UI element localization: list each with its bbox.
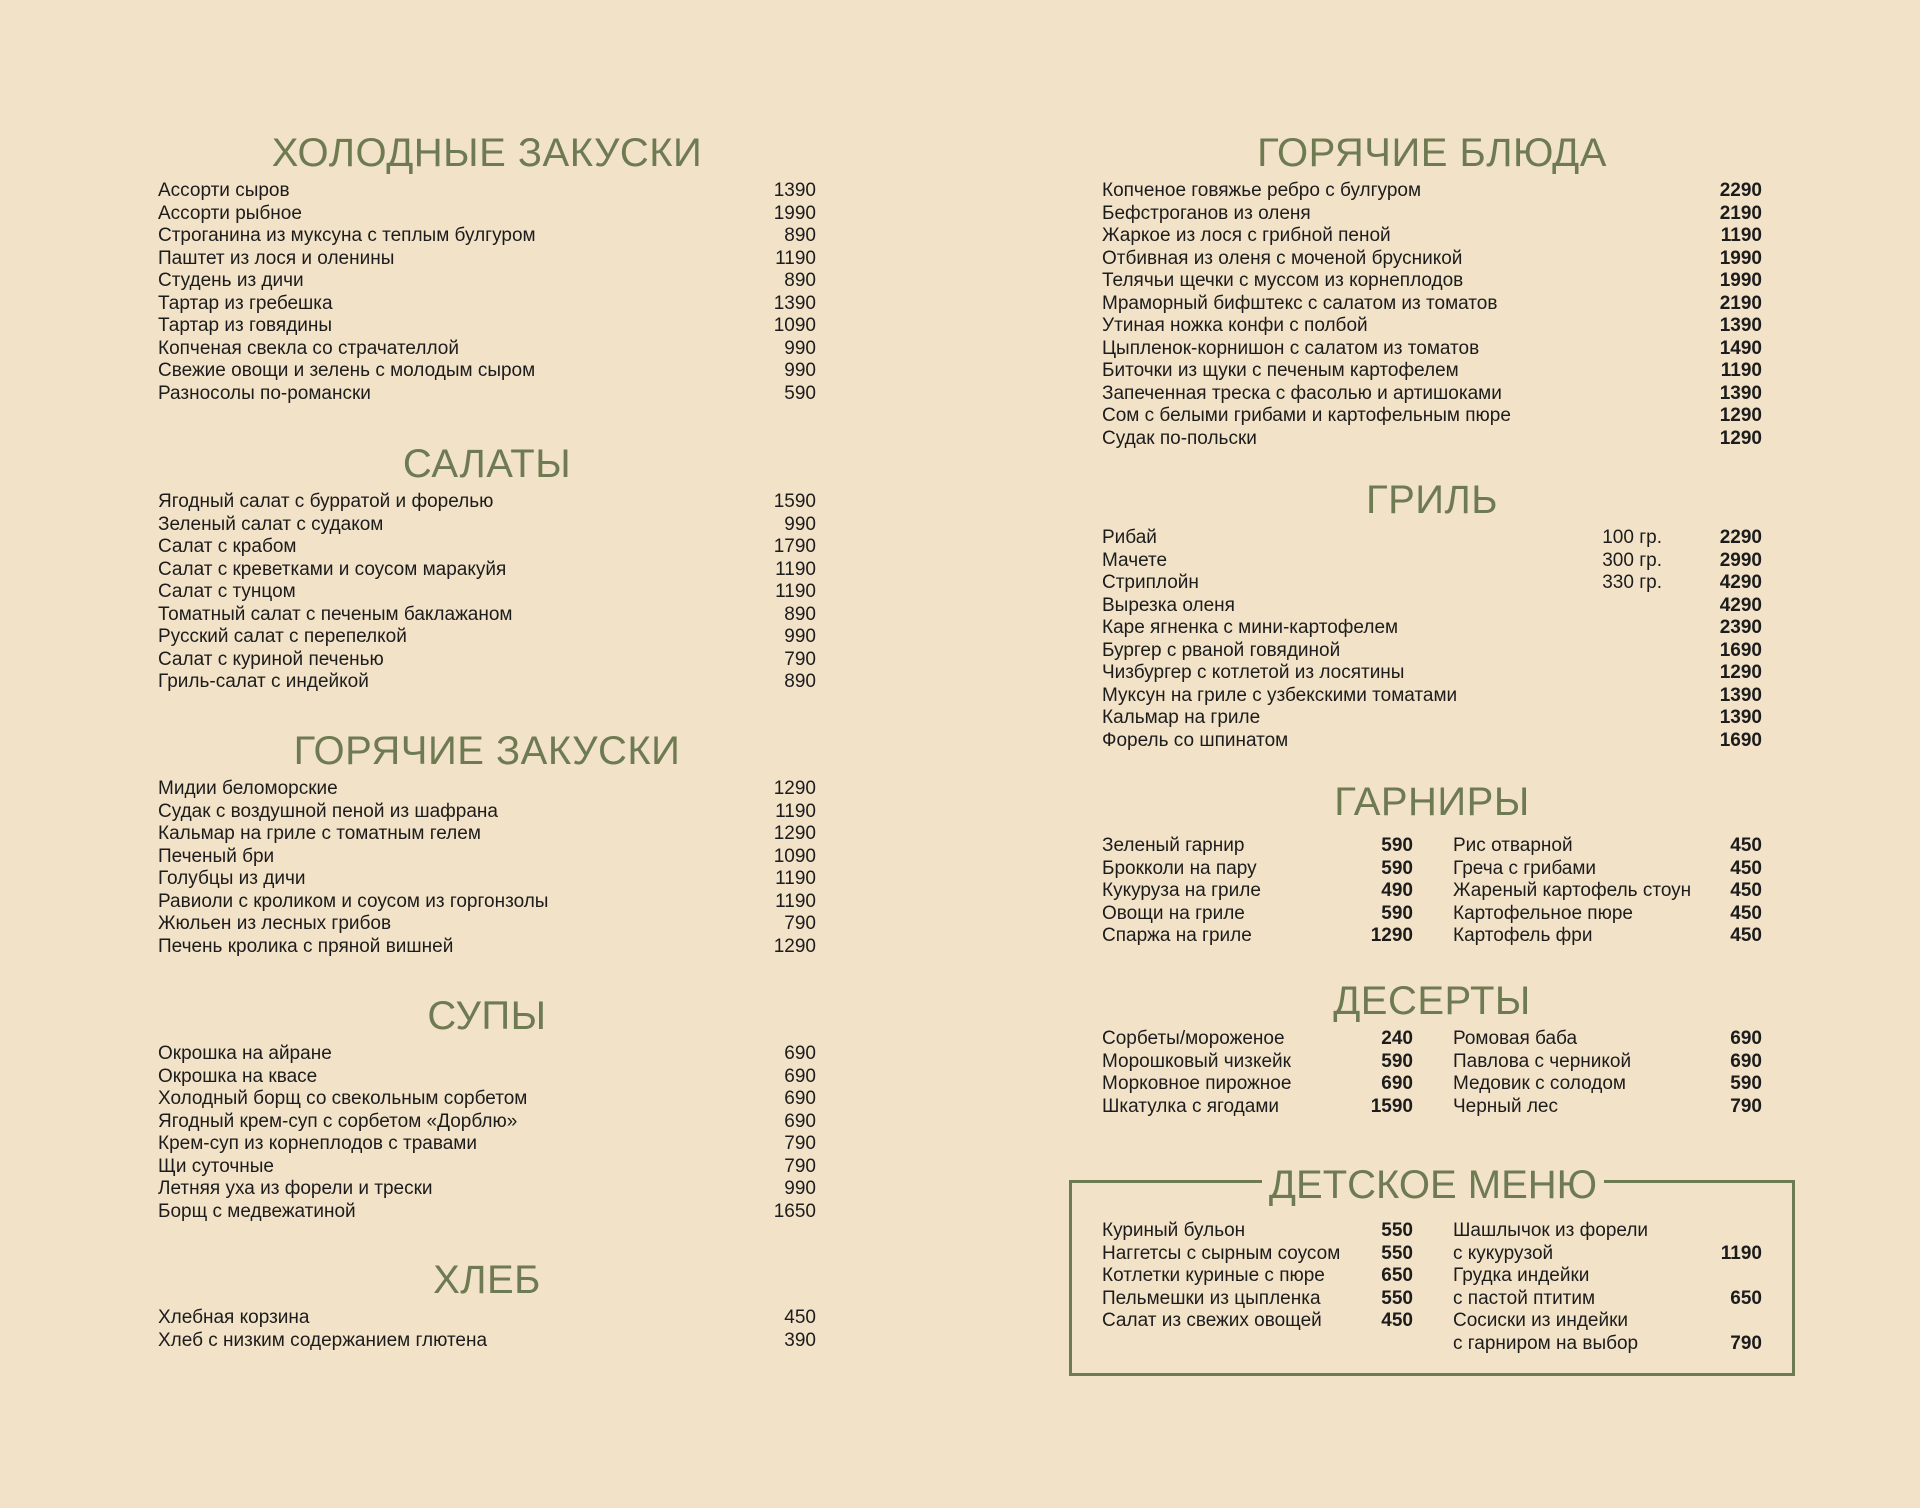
menu-item: Ромовая баба 690 <box>1453 1028 1762 1049</box>
menu-item: Грудка индейки с пастой птитим 650 <box>1453 1265 1762 1309</box>
menu-item: Каре ягненка с мини-картофелем 2390 <box>1102 617 1762 638</box>
menu-item: Шашлычок из форели с кукурузой 1190 <box>1453 1220 1762 1264</box>
menu-item: Тартар из говядины 1090 <box>158 315 816 336</box>
section-grill <box>1102 477 1762 752</box>
section-title: ГОРЯЧИЕ ЗАКУСКИ <box>293 729 681 773</box>
menu-item: Муксун на гриле с узбекскими томатами 1390 <box>1102 684 1762 706</box>
menu-item: Печеный бри 1090 <box>158 845 816 867</box>
section-desserts <box>1102 978 1762 1118</box>
menu-item: Мачете 300 гр. 2990 <box>1102 549 1762 571</box>
menu-item: Ягодный крем-суп с сорбетом «Дорблю» 690 <box>158 1110 816 1132</box>
menu-item: Биточки из щуки с печеным картофелем 1190 <box>1102 360 1762 381</box>
menu-item: Картофель фри 450 <box>1453 925 1762 946</box>
desserts-left <box>1102 1028 1413 1118</box>
menu-item: Бефстроганов из оленя 2190 <box>1102 202 1762 224</box>
menu-item: Салат с тунцом 1190 <box>158 581 816 602</box>
kids-columns <box>1102 1220 1762 1355</box>
menu-item: Паштет из лося и оленины 1190 <box>158 247 816 269</box>
section-soups <box>158 993 816 1223</box>
section-title: ХОЛОДНЫЕ ЗАКУСКИ <box>271 131 703 175</box>
menu-item: Шкатулка с ягодами 1590 <box>1102 1095 1413 1117</box>
menu-item: Жаркое из лося с грибной пеной 1190 <box>1102 225 1762 246</box>
menu-item: Запеченная треска с фасолью и артишоками 1390 <box>1102 382 1762 404</box>
menu-item: Сом с белыми грибами и картофельным пюре 1290 <box>1102 405 1762 426</box>
menu-item: Греча с грибами 450 <box>1453 857 1762 879</box>
weight: 330 гр. <box>1602 572 1662 593</box>
menu-item: Салат с креветками и соусом маракуйя 1190 <box>158 558 816 580</box>
section-hot-dishes <box>1102 130 1762 450</box>
menu-item: Бургер с рваной говядиной 1690 <box>1102 639 1762 661</box>
kids-left <box>1102 1220 1413 1355</box>
menu-item: Кальмар на гриле с томатным гелем 1290 <box>158 823 816 844</box>
weight: 100 гр. <box>1602 527 1662 548</box>
sides-right <box>1453 835 1762 948</box>
menu-item: Ассорти рыбное 1990 <box>158 202 816 224</box>
menu-item: Телячьи щечки с муссом из корнеплодов 1990 <box>1102 270 1762 291</box>
menu-item: Летняя уха из форели и трески 990 <box>158 1178 816 1199</box>
weight: 300 гр. <box>1602 549 1662 571</box>
menu-item: Томатный салат с печеным баклажаном 890 <box>158 603 816 625</box>
desserts-right <box>1453 1028 1762 1118</box>
menu-item: Окрошка на квасе 690 <box>158 1065 816 1087</box>
menu-item: Жюльен из лесных грибов 790 <box>158 913 816 934</box>
menu-item: Черный лес 790 <box>1453 1095 1762 1117</box>
section-sides <box>1102 779 1762 948</box>
sides-left <box>1102 835 1413 948</box>
menu-item: Сорбеты/мороженое 240 <box>1102 1028 1413 1049</box>
menu-item: Хлебная корзина 450 <box>158 1307 816 1328</box>
menu-item: Хлеб с низким содержанием глютена 390 <box>158 1329 816 1351</box>
menu-item: Свежие овощи и зелень с молодым сыром 990 <box>158 360 816 381</box>
menu-item: Павлова с черникой 690 <box>1453 1050 1762 1072</box>
menu-item: Стриплойн 330 гр. 4290 <box>1102 572 1762 593</box>
menu-item: Кальмар на гриле 1390 <box>1102 707 1762 728</box>
menu-item: Холодный борщ со свекольным сорбетом 690 <box>158 1088 816 1109</box>
menu-item: Котлетки куриные с пюре 650 <box>1102 1265 1413 1286</box>
menu-item: Отбивная из оленя с моченой брусникой 1990 <box>1102 247 1762 269</box>
menu-item: Морковное пирожное 690 <box>1102 1073 1413 1094</box>
section-title: ДЕСЕРТЫ <box>1333 979 1531 1023</box>
menu-item: Мидии беломорские 1290 <box>158 778 816 799</box>
desserts-columns <box>1102 1028 1762 1118</box>
menu-item: Копченое говяжье ребро с булгуром 2290 <box>1102 180 1762 201</box>
menu-item: Окрошка на айране 690 <box>158 1043 816 1064</box>
section-salads <box>158 441 816 694</box>
section-title: САЛАТЫ <box>402 442 572 486</box>
menu-item: Строганина из муксуна с теплым булгуром 890 <box>158 225 816 246</box>
menu-item: Рис отварной 450 <box>1453 835 1762 856</box>
section-cold-starters <box>158 130 816 405</box>
menu-item: Куриный бульон 550 <box>1102 1220 1413 1241</box>
section-title: ГРИЛЬ <box>1365 478 1499 522</box>
menu-item: Печень кролика с пряной вишней 1290 <box>158 935 816 957</box>
menu-item: Ассорти сыров 1390 <box>158 180 816 201</box>
section-hot-starters <box>158 728 816 958</box>
menu-item: Картофельное пюре 450 <box>1453 902 1762 924</box>
menu-item: Цыпленок-корнишон с салатом из томатов 1490 <box>1102 337 1762 359</box>
menu-item: Гриль-салат с индейкой 890 <box>158 671 816 692</box>
menu-item: Ягодный салат с бурратой и форелью 1590 <box>158 491 816 512</box>
menu-item: Зеленый салат с судаком 990 <box>158 513 816 535</box>
menu-item: Сосиски из индейки с гарниром на выбор 790 <box>1453 1310 1762 1354</box>
menu-item: Вырезка оленя 4290 <box>1102 594 1762 616</box>
menu-item: Салат с крабом 1790 <box>158 536 816 557</box>
menu-item: Разносолы по-романски 590 <box>158 382 816 404</box>
menu-item: Мраморный бифштекс с салатом из томатов 2190 <box>1102 292 1762 314</box>
section-bread <box>158 1257 816 1352</box>
section-title: ХЛЕБ <box>433 1258 541 1302</box>
section-title: ДЕТСКОЕ МЕНЮ <box>1262 1162 1604 1208</box>
menu-item: Овощи на гриле 590 <box>1102 902 1413 924</box>
menu-item: Тартар из гребешка 1390 <box>158 292 816 314</box>
section-title: ГАРНИРЫ <box>1334 780 1530 824</box>
menu-item: Жареный картофель стоун 450 <box>1453 880 1762 901</box>
menu-item: Студень из дичи 890 <box>158 270 816 291</box>
menu-item: Щи суточные 790 <box>158 1155 816 1177</box>
sides-columns <box>1102 835 1762 948</box>
menu-item: Крем-суп из корнеплодов с травами 790 <box>158 1133 816 1154</box>
menu-item: Борщ с медвежатиной 1650 <box>158 1200 816 1222</box>
menu-item: Рибай 100 гр. 2290 <box>1102 527 1762 548</box>
menu-item: Пельмешки из цыпленка 550 <box>1102 1287 1413 1309</box>
section-title: СУПЫ <box>427 994 547 1038</box>
menu-item: Зеленый гарнир 590 <box>1102 835 1413 856</box>
menu-item: Судак по-польски 1290 <box>1102 427 1762 449</box>
menu-item: Салат с куриной печенью 790 <box>158 648 816 670</box>
menu-item: Русский салат с перепелкой 990 <box>158 626 816 647</box>
menu-item: Морошковый чизкейк 590 <box>1102 1050 1413 1072</box>
menu-item: Брокколи на пару 590 <box>1102 857 1413 879</box>
menu-item: Кукуруза на гриле 490 <box>1102 880 1413 901</box>
menu-item: Голубцы из дичи 1190 <box>158 868 816 889</box>
menu-item: Судак с воздушной пеной из шафрана 1190 <box>158 800 816 822</box>
section-kids-menu <box>1102 1220 1762 1355</box>
kids-right <box>1453 1220 1762 1355</box>
menu-item: Копченая свекла со страчателлой 990 <box>158 337 816 359</box>
menu-item: Спаржа на гриле 1290 <box>1102 925 1413 946</box>
menu-item: Форель со шпинатом 1690 <box>1102 729 1762 751</box>
menu-item: Наггетсы с сырным соусом 550 <box>1102 1242 1413 1264</box>
menu-item: Чизбургер с котлетой из лосятины 1290 <box>1102 662 1762 683</box>
menu-item: Равиоли с кроликом и соусом из горгонзолы 1190 <box>158 890 816 912</box>
section-title: ГОРЯЧИЕ БЛЮДА <box>1257 131 1607 175</box>
menu-item: Медовик с солодом 590 <box>1453 1073 1762 1094</box>
menu-item: Салат из свежих овощей 450 <box>1102 1310 1413 1331</box>
menu-item: Утиная ножка конфи с полбой 1390 <box>1102 315 1762 336</box>
